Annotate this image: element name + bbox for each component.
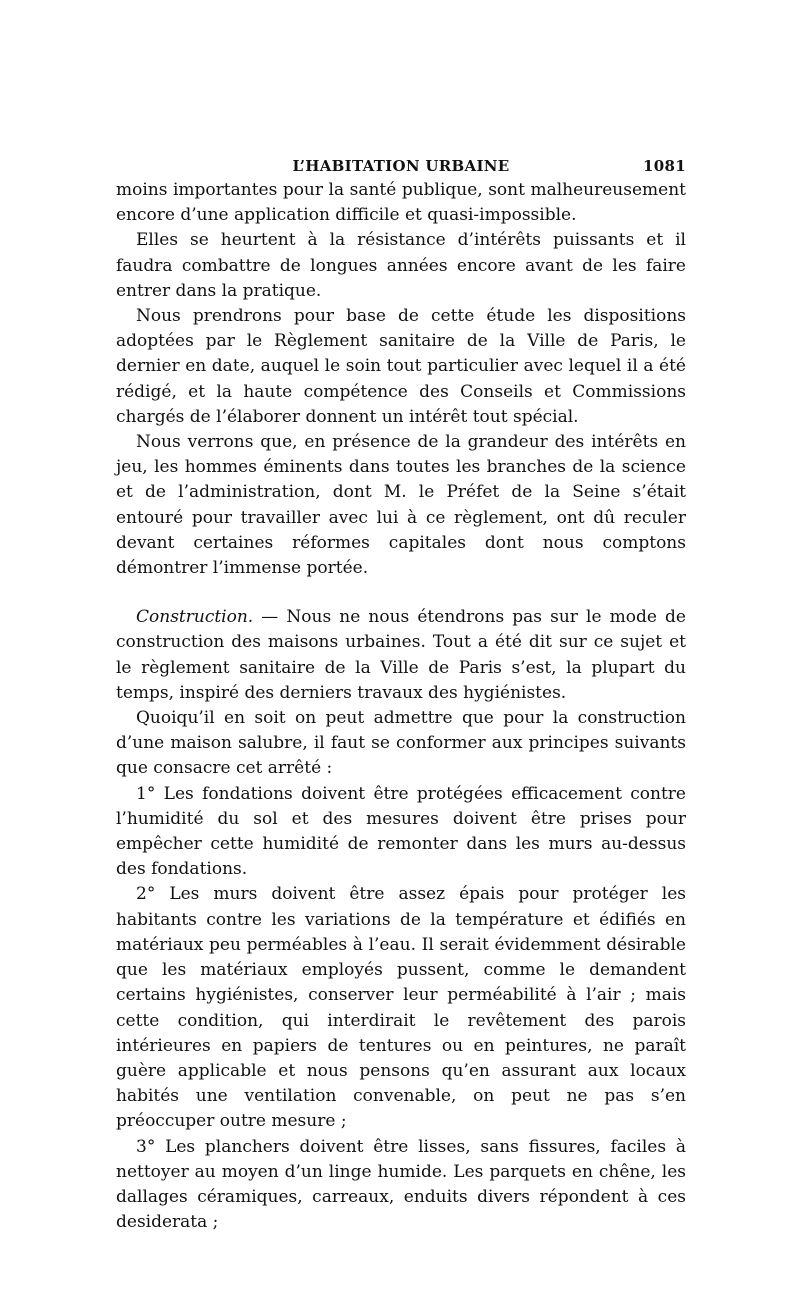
paragraph: Elles se heurtent à la résistance d’intérêts puissants et il faudra combattre de longues années encore avant de les faire entrer dans la pratique. [116, 230, 686, 301]
paragraph: Nous prendrons pour base de cette étude les dispositions adoptées par le Règlement sanitaire de la Ville de Paris, le dernier en date, auquel le soin tout particulier avec lequel il a été rédigé, et la haute compétence des Conseils et Commissions chargés de l’élaborer donnent un intérêt tout spécial. [116, 306, 686, 427]
paragraph: Quoiqu’il en soit on peut admettre que pour la construction d’une maison salubre, il faut se conformer aux principes suivants que consacre cet arrêté : [116, 708, 686, 779]
numbered-paragraph: 3° Les planchers doivent être lisses, sans fissures, faciles à nettoyer au moyen d’un linge humide. Les parquets en chêne, les dallages céramiques, carreaux, enduits divers répondent à ces desiderata ; [116, 1136, 686, 1233]
section-spacer [116, 581, 686, 605]
numbered-paragraph: 2° Les murs doivent être assez épais pour protéger les habitants contre les variations de la température et édifiés en matériaux peu perméables à l’eau. Il serait évidemment désirable que les matériaux employés pussent, comme le demandent certains hygiénistes, conserver leur perméabilité à l’air ; mais cette condition, qui interdirait le revêtement des parois intérieures en papiers de tentures ou en peintures, ne paraît guère applicable et nous pensons qu’en assurant aux locaux habités une ventilation convenable, on peut ne pas s’en préoccuper outre mesure ; [116, 884, 686, 1132]
section-lead-text: — Nous ne nous étendrons pas sur le mode de construction des maisons urbaines. Tout a été dit sur ce sujet et le règlement sanitaire de la Ville de Paris s’est, la plupart du temps, inspiré des derniers travaux des hygiénistes. [116, 607, 686, 703]
running-title: L’HABITATION URBAINE [292, 157, 510, 175]
book-page [116, 150, 686, 1235]
running-header [116, 150, 686, 178]
section-lead-paragraph [116, 605, 686, 706]
section-title: Construction. [136, 607, 254, 628]
numbered-paragraph: 1° Les fondations doivent être protégées efficacement contre l’humidité du sol et des mesures doivent être prises pour empêcher cette humidité de remonter dans les murs au-dessus des fondations. [116, 783, 686, 880]
page-number: 1081 [643, 157, 686, 175]
paragraph-continuation: moins importantes pour la santé publique, sont malheureusement encore d’une application difficile et quasi-impossible. [116, 180, 686, 226]
paragraph: Nous verrons que, en présence de la grandeur des intérêts en jeu, les hommes éminents dans toutes les branches de la science et de l’administration, dont M. le Préfet de la Seine s’était entouré pour travailler avec lui à ce règlement, ont dû reculer devant certaines réformes capitales dont nous comptons démontrer l’immense portée. [116, 432, 686, 579]
